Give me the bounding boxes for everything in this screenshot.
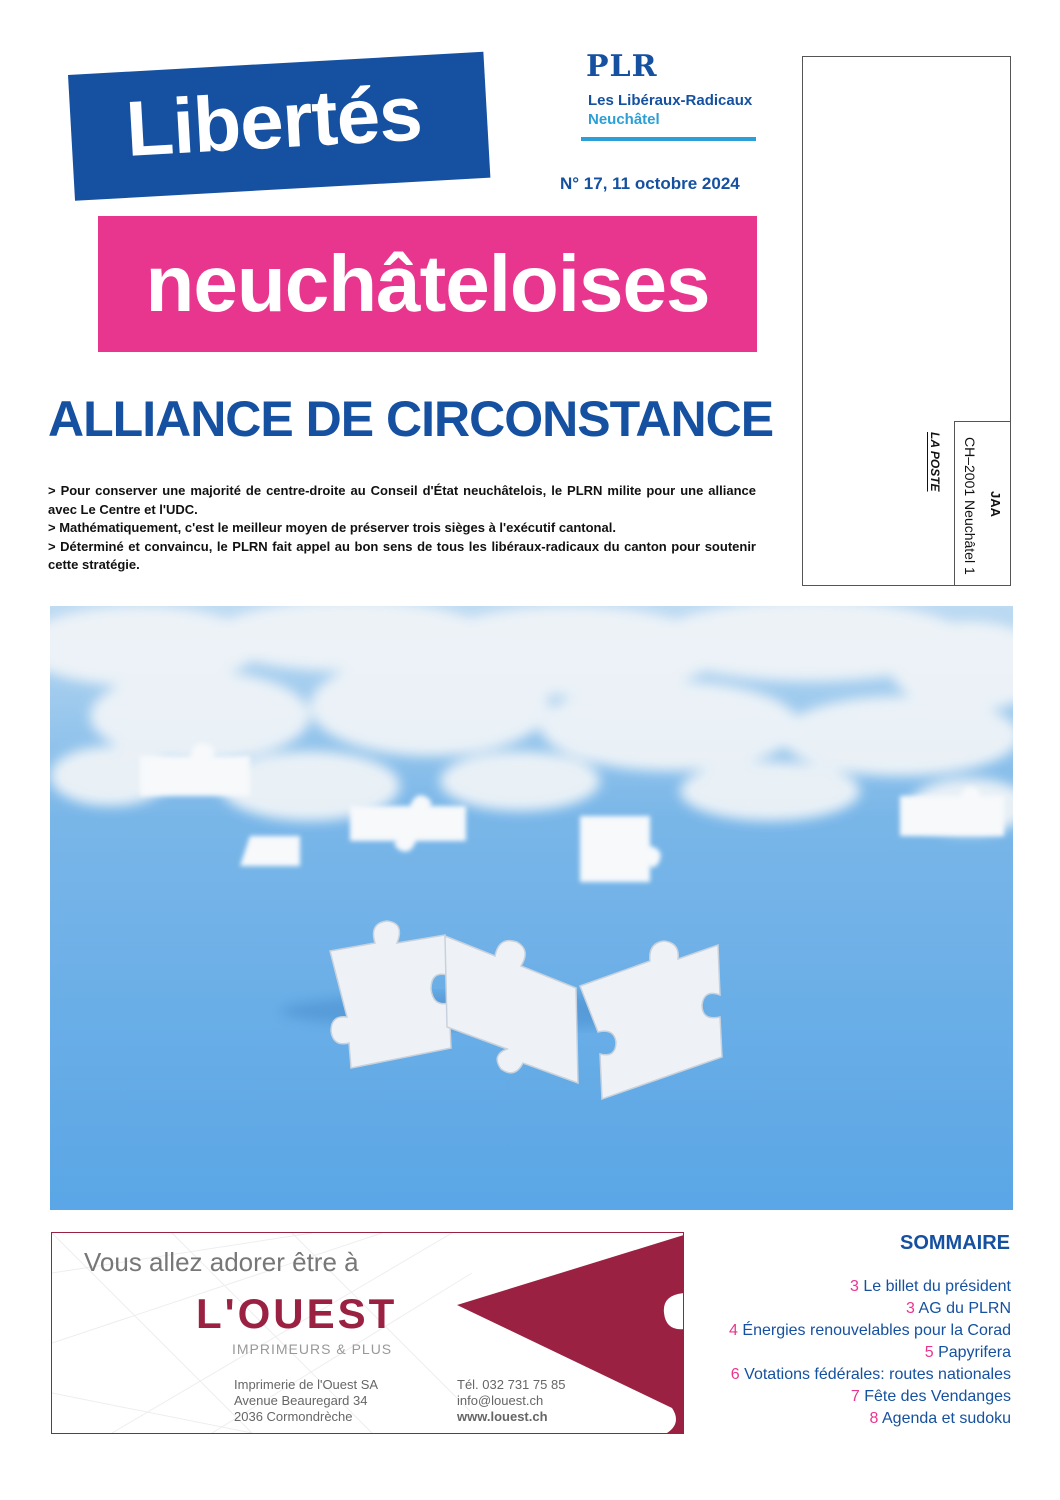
toc-item[interactable] (690, 1320, 1011, 1342)
toc-page-number: 6 (730, 1366, 740, 1383)
postage-jaa: JAA (988, 491, 1003, 518)
postage-postcode: CH–2001 Neuchâtel 1 (962, 437, 978, 575)
ad-email[interactable]: info@louest.ch (457, 1393, 544, 1408)
masthead-title-line2: neuchâteloises (145, 239, 710, 328)
toc-item[interactable] (690, 1276, 1011, 1298)
sommaire-list (690, 1276, 1011, 1430)
toc-page-number: 3 (849, 1278, 859, 1295)
toc-item[interactable] (690, 1342, 1011, 1364)
ad-address-line: 2036 Cormondrèche (234, 1409, 353, 1424)
ad-arrow-shape (452, 1233, 684, 1433)
lead-point: > Déterminé et convaincu, le PLRN fait appel au bon sens de tous les libéraux-radicaux du canton pour soutenir cette stratégie. (48, 538, 756, 572)
ad-brand-logo: L'OUEST (196, 1290, 398, 1337)
masthead-title-line1: Libertés (123, 68, 424, 173)
toc-page-number: 4 (729, 1322, 738, 1339)
party-logo-rule (581, 137, 756, 141)
ad-tagline: Vous allez adorer être à (84, 1247, 359, 1277)
party-name-line2: Neuchâtel (588, 111, 660, 128)
toc-title: Fête des Vendanges (864, 1388, 1011, 1405)
sommaire-title: SOMMAIRE (900, 1232, 1010, 1254)
toc-title: Papyrifera (938, 1344, 1011, 1361)
issue-number-date: N° 17, 11 octobre 2024 (560, 174, 740, 193)
toc-item[interactable] (690, 1386, 1011, 1408)
toc-page-number: 3 (906, 1300, 915, 1317)
toc-item[interactable] (690, 1364, 1011, 1386)
headline: ALLIANCE DE CIRCONSTANCE (48, 391, 774, 447)
toc-title: Votations fédérales: routes nationales (744, 1366, 1011, 1383)
puzzle-pieces-photo (50, 606, 1013, 1210)
lead-point: > Pour conserver une majorité de centre-droite au Conseil d'État neuchâtelois, le PLRN milite pour une alliance avec Le Centre et l'UDC. (48, 483, 756, 517)
ad-address-line: Avenue Beauregard 34 (234, 1393, 368, 1408)
ad-phone: Tél. 032 731 75 85 (457, 1377, 566, 1392)
ad-address-line: Imprimerie de l'Ouest SA (234, 1377, 379, 1392)
party-logo: PLR (586, 49, 658, 84)
ad-address (234, 1377, 378, 1425)
printer-advertisement (51, 1232, 684, 1434)
toc-page-number: 7 (850, 1388, 860, 1405)
ad-website[interactable]: www.louest.ch (457, 1409, 548, 1424)
toc-item[interactable] (690, 1408, 1011, 1430)
toc-title: Énergies renouvelables pour la Corad (742, 1322, 1011, 1339)
lead-paragraphs (48, 482, 756, 575)
toc-page-number: 8 (869, 1410, 879, 1427)
ad-brand-subtitle: IMPRIMEURS & PLUS (232, 1341, 393, 1357)
toc-title: AG du PLRN (918, 1300, 1011, 1317)
toc-title: Le billet du président (863, 1278, 1011, 1295)
toc-page-number: 5 (924, 1344, 934, 1361)
toc-item[interactable] (690, 1298, 1011, 1320)
la-poste-logo: LA POSTE (928, 432, 942, 492)
lead-point: > Mathématiquement, c'est le meilleur moyen de préserver trois sièges à l'exécutif cantonal. (48, 520, 616, 535)
toc-title: Agenda et sudoku (882, 1410, 1011, 1427)
party-name-line1: Les Libéraux-Radicaux (588, 92, 753, 109)
